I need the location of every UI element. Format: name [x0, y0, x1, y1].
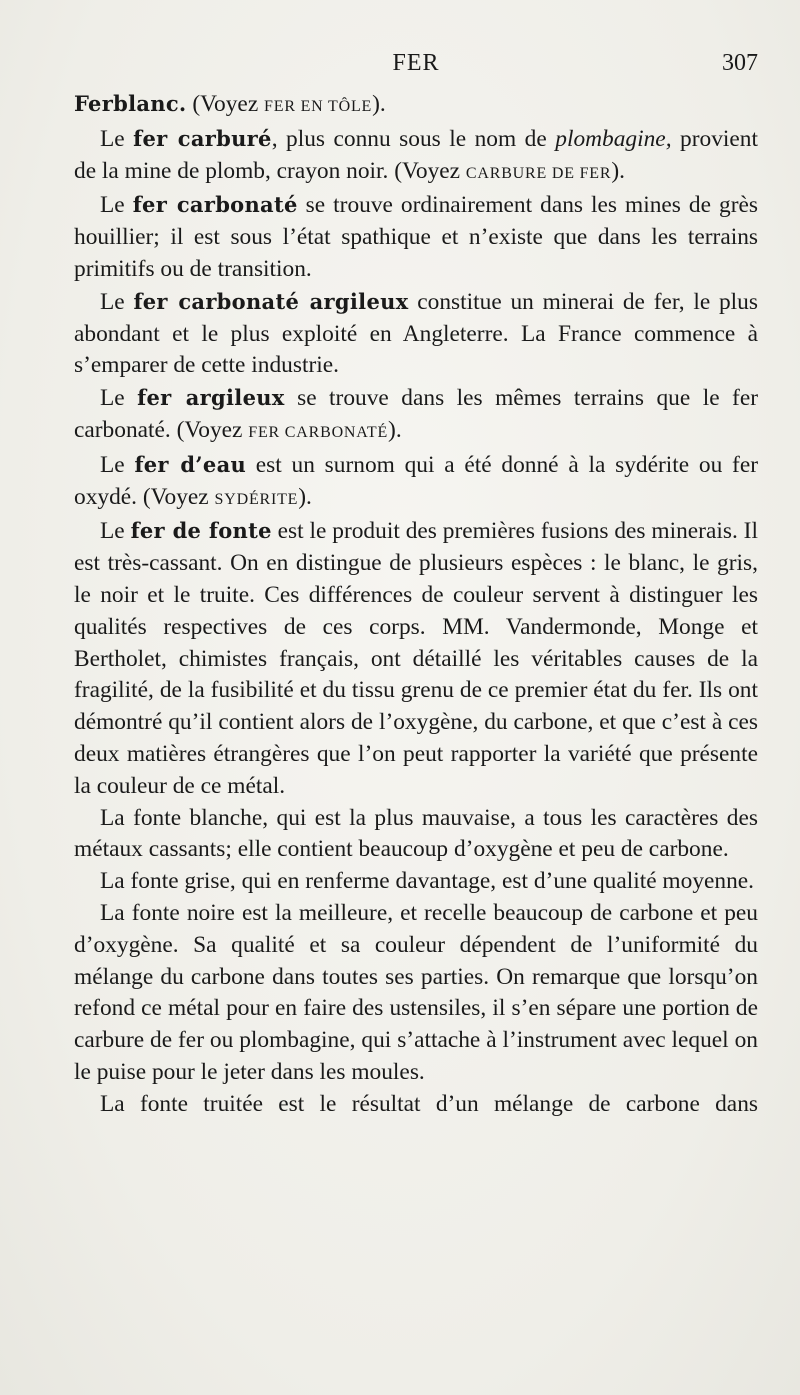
entry-text: Le [100, 125, 134, 152]
paragraph-fonte-grise: La fonte grise, qui en renferme davantage, est d’une qualité moyenne. [100, 868, 755, 895]
cross-reference: CARBURE DE FER [465, 164, 612, 182]
entry-term: fer d’eau [134, 451, 247, 477]
entry-text: Le [100, 192, 133, 219]
entry-text: se trouve ordinairement dans les mines de grès houillier; il est sous l’état spathique et n’existe que dans les terrains primitifs ou de transition. [74, 192, 758, 282]
entry-text: ). [298, 483, 312, 510]
entry-text: (Voyez [186, 91, 265, 117]
cross-reference: FER EN TÔLE [264, 98, 373, 115]
page-number: 307 [722, 50, 758, 76]
entry-text: ). [388, 416, 402, 443]
entry-term: fer argileux [137, 385, 285, 411]
entry-text: Le [100, 451, 135, 478]
page-header [74, 50, 758, 84]
italic-term: plombagine, [555, 125, 672, 152]
entry-fer-d-eau [74, 449, 758, 516]
paragraph-fonte-truitee: La fonte truitée est le résultat d’un mélange de carbone dans [100, 1090, 758, 1117]
cross-reference: FER CARBONATÉ [248, 423, 389, 441]
entry-term: Ferblanc. [74, 91, 187, 116]
entry-text: est le produit des premières fusions des minerais. Il est très-cassant. On en distingue de plusieurs espèces : le blanc, le gris, le noir et le truite. Ces différences de couleur servent à distinguer les qualités respectives de ces corps. MM. Vandermonde, Monge et Bertholet, chimistes français, ont détaillé les véritables causes de la fragilité, de la fusibilité et du tissu grenu de ce premier état du fer. Ils ont démontré qu’il contient alors de l’oxygène, du carbone, et que c’est à ces deux matières étrangères que l’on peut rapporter la variété que présente la couleur de ce métal. [74, 518, 758, 799]
entry-term: fer carbonaté [132, 192, 298, 218]
entry-text: est un surnom qui a été donné à la sydérite ou fer oxydé. (Voyez [74, 451, 758, 510]
entry-text: ). [611, 157, 625, 184]
running-head: FER [392, 50, 440, 76]
entry-fer-carbonate-argileux [74, 286, 758, 382]
entry-term: fer carbonaté argileux [133, 288, 409, 314]
entry-fer-argileux [74, 382, 758, 449]
entry-text: Le [100, 288, 134, 315]
entry-text: Le [100, 518, 131, 545]
entry-fer-carbonate [74, 189, 758, 285]
paragraph-fonte-blanche: La fonte blanche, qui est la plus mauvaise, a tous les caractères des métaux cassants; elle contient beaucoup d’oxygène et peu de carbone. [74, 804, 758, 863]
entry-text: se trouve dans les mêmes terrains que le fer carbonaté. (Voyez [74, 385, 759, 443]
entry-text: provient de la mine de plomb, crayon noir. (Voyez [74, 125, 758, 184]
entry-term: fer de fonte [130, 518, 272, 544]
paragraph-fonte-noire: La fonte noire est la meilleure, et recelle beaucoup de carbone et peu d’oxygène. Sa qualité et sa couleur dépendent de l’uniformité du mélange du carbone dans toutes ses parties. On remarque que lorsqu’on refond ce métal pour en faire des ustensiles, il s’en sépare une portion de carbure de fer ou plombagine, qui s’attache à l’instrument avec lequel on le puise pour le jeter dans les moules. [74, 899, 758, 1085]
entry-fer-de-fonte [74, 515, 758, 802]
entry-text: , plus connu sous le nom de [271, 125, 556, 152]
page-body [74, 88, 758, 1121]
entry-fer-carbure [74, 123, 758, 190]
entry-text: Le [100, 385, 138, 412]
entry-text: constitue un minerai de fer, le plus abondant et le plus exploité en Angleterre. La France commence à s’emparer de cette industrie. [74, 288, 758, 379]
entry-ferblanc [74, 88, 758, 123]
entry-text: ). [372, 91, 386, 117]
entry-term: fer carburé [133, 125, 272, 151]
cross-reference: SYDÉRITE [214, 490, 299, 508]
